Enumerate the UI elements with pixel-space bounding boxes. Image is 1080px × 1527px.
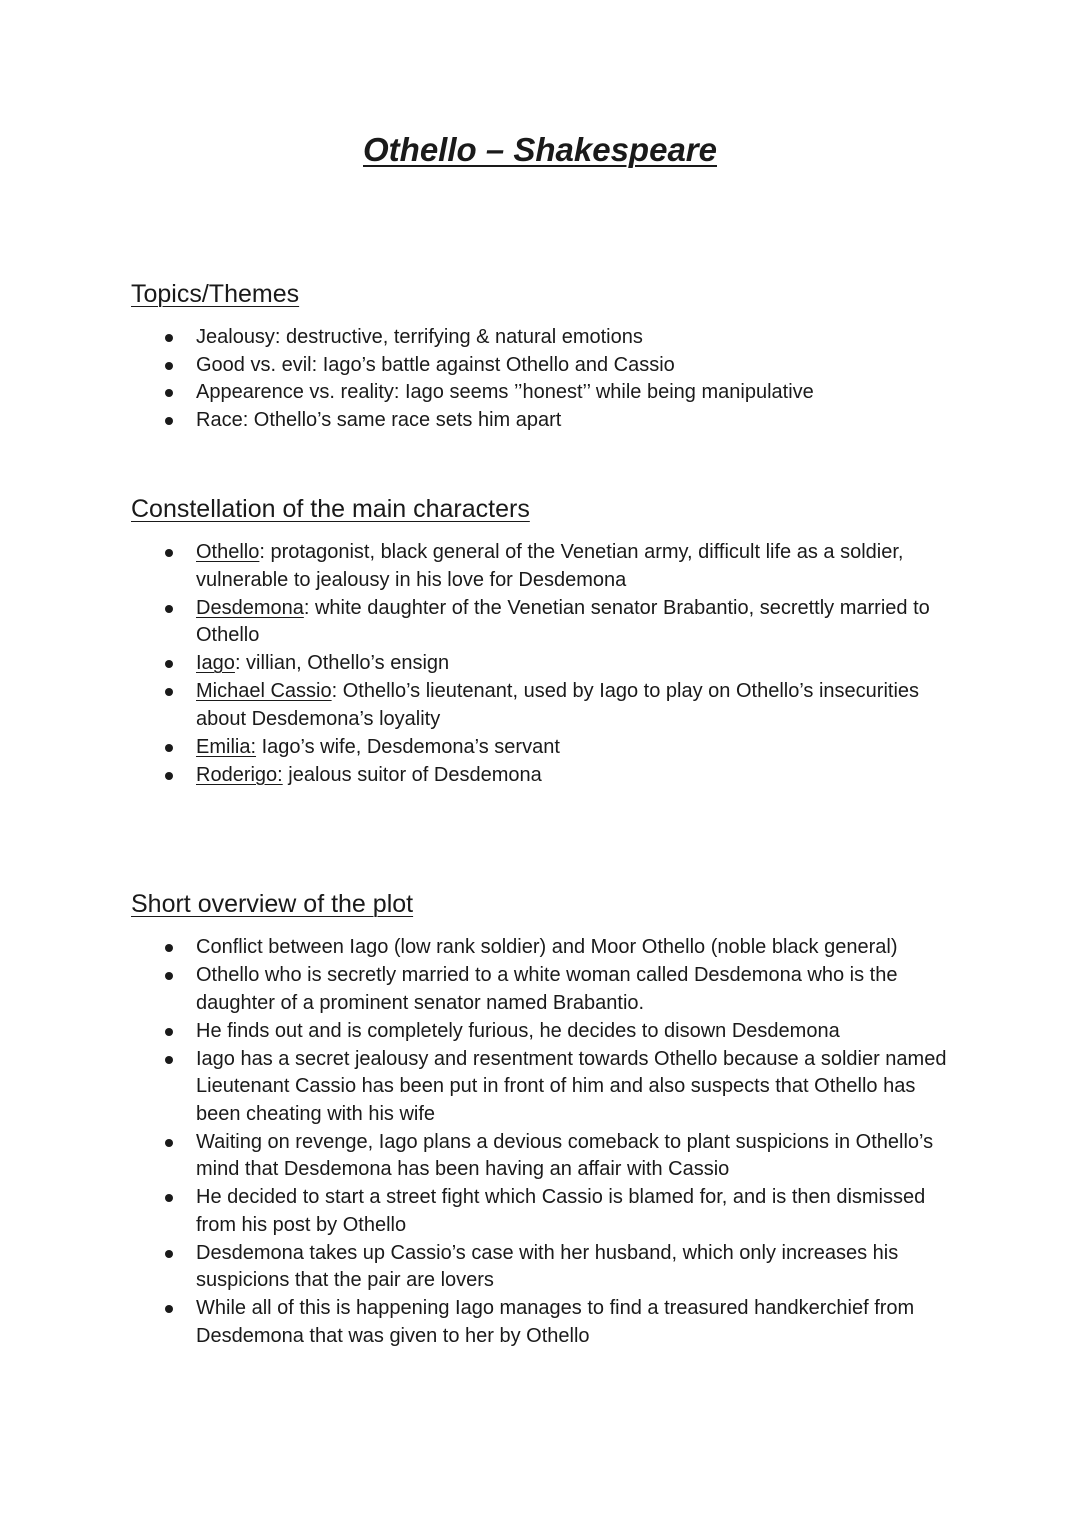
- theme-item: Appearence vs. reality: Iago seems ’’honest’’ while being manipulative: [131, 379, 961, 407]
- plot-item: Othello who is secretly married to a white woman called Desdemona who is the daughter of a prominent senator named Brabantio.: [131, 962, 961, 1017]
- character-separator: :: [234, 652, 241, 674]
- characters-list: [131, 539, 961, 789]
- themes-list: [131, 324, 961, 434]
- plot-heading: Short overview of the plot: [131, 890, 414, 918]
- themes-heading: Topics/Themes: [131, 280, 300, 308]
- character-name: Iago: [196, 652, 235, 674]
- character-description: white daughter of the Venetian senator Brabantio, secrettly married to Othello: [196, 596, 930, 646]
- character-name: Desdemona: [196, 596, 304, 619]
- character-item: [131, 762, 961, 790]
- characters-section: [131, 493, 961, 790]
- plot-item: Conflict between Iago (low rank soldier) and Moor Othello (noble black general): [131, 934, 961, 962]
- theme-item: Race: Othello’s same race sets him apart: [131, 407, 961, 435]
- character-item: [131, 678, 961, 733]
- character-separator: :: [259, 541, 265, 563]
- plot-item: He finds out and is completely furious, he decides to disown Desdemona: [131, 1018, 961, 1046]
- themes-section: [131, 278, 961, 434]
- plot-item: Waiting on revenge, Iago plans a devious comeback to plant suspicions in Othello’s mind that Desdemona has been having an affair with Cassio: [131, 1129, 961, 1184]
- plot-item: While all of this is happening Iago manages to find a treasured handkerchief from Desdemona that was given to her by Othello: [131, 1295, 961, 1350]
- page-title: Othello – Shakespeare: [363, 131, 717, 168]
- character-separator: :: [331, 680, 338, 702]
- character-item: [131, 734, 961, 762]
- theme-item: Jealousy: destructive, terrifying & natural emotions: [131, 324, 961, 352]
- character-item: [131, 539, 961, 594]
- character-name: Michael Cassio: [196, 680, 332, 702]
- character-description: villian, Othello’s ensign: [240, 652, 450, 674]
- character-name: Emilia:: [196, 735, 257, 758]
- plot-item: Iago has a secret jealousy and resentment towards Othello because a soldier named Lieutenant Cassio has been put in front of him and also suspects that Othello has been cheating with his wife: [131, 1046, 961, 1129]
- theme-item: Good vs. evil: Iago’s battle against Othello and Cassio: [131, 352, 961, 380]
- character-item: [131, 595, 961, 650]
- plot-section: [131, 888, 961, 1351]
- character-description: protagonist, black general of the Venetian army, difficult life as a soldier, vulnerable to jealousy in his love for Desdemona: [196, 541, 904, 591]
- character-separator: :: [303, 596, 310, 619]
- character-name: Othello: [196, 541, 260, 563]
- character-description: Iago’s wife, Desdemona’s servant: [256, 735, 560, 758]
- character-name: Roderigo:: [196, 763, 283, 786]
- character-item: [131, 650, 961, 678]
- plot-item: Desdemona takes up Cassio’s case with her husband, which only increases his suspicions that the pair are lovers: [131, 1240, 961, 1295]
- character-description: Othello’s lieutenant, used by Iago to play on Othello’s insecurities about Desdemona’s loyality: [196, 680, 920, 730]
- characters-heading: Constellation of the main characters: [131, 495, 530, 523]
- character-description: jealous suitor of Desdemona: [282, 763, 542, 786]
- plot-list: [131, 934, 961, 1350]
- plot-item: He decided to start a street fight which Cassio is blamed for, and is then dismissed from his post by Othello: [131, 1184, 961, 1239]
